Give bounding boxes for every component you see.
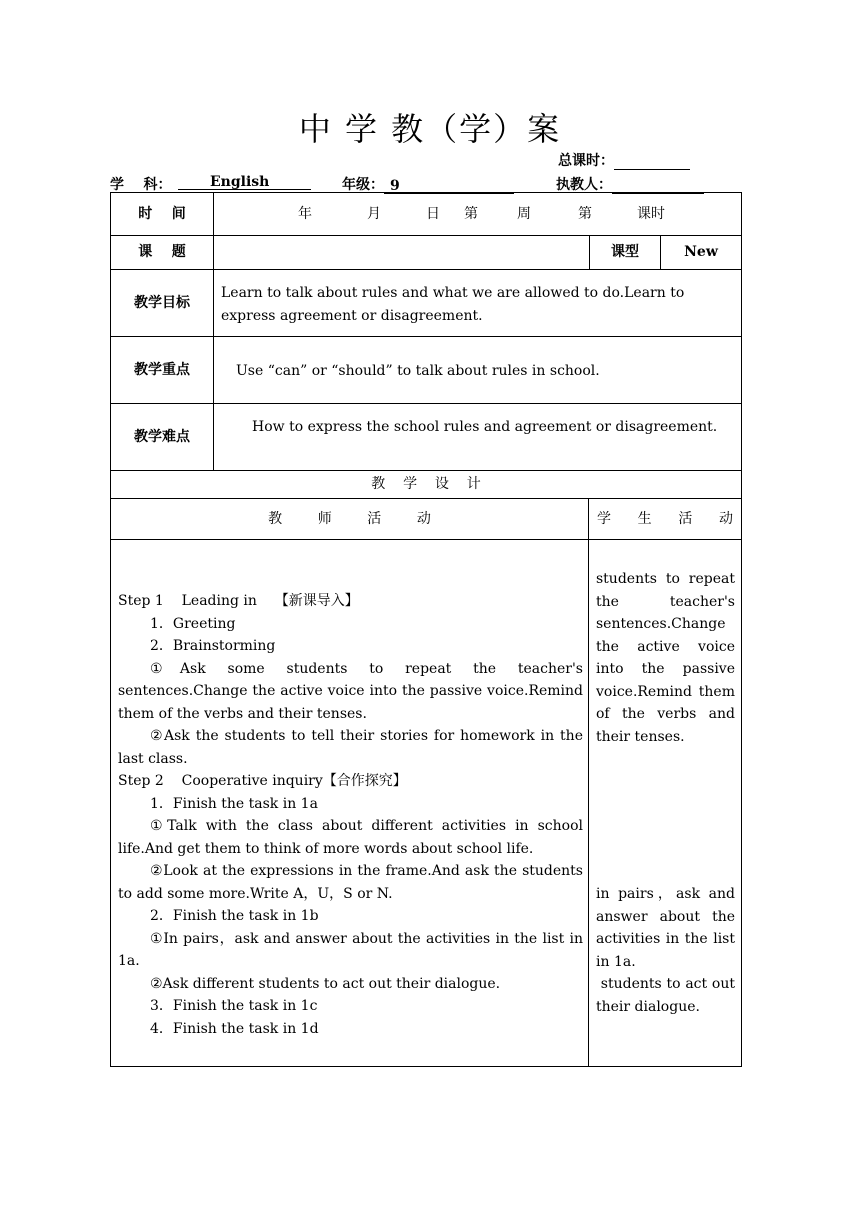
step1-item-2: 2．Brainstorming bbox=[150, 638, 276, 654]
type-label: 课型 bbox=[611, 244, 639, 260]
grade-label: 年级： bbox=[342, 177, 384, 193]
goal-text: Learn to talk about rules and what we are allowed to do.Learn to express agreement or disagreement. bbox=[221, 285, 685, 324]
type-label-cell bbox=[589, 235, 661, 270]
difficulty-label: 教学难点 bbox=[134, 429, 190, 445]
teacher-label: 执教人： bbox=[556, 177, 612, 193]
student-activity-p3: students to act out their dialogue. bbox=[596, 976, 740, 1015]
total-hours-blank bbox=[614, 154, 690, 170]
key-label-cell bbox=[110, 336, 214, 404]
time-period-prefix: 第 bbox=[578, 206, 592, 222]
time-month: 月 bbox=[367, 206, 381, 222]
subject-label: 学 科： bbox=[110, 177, 172, 193]
student-activity-p2: in pairs，ask and answer about the activities in the list in 1a. bbox=[596, 886, 735, 970]
difficulty-label-cell bbox=[110, 403, 214, 471]
time-label: 时 间 bbox=[138, 206, 186, 222]
type-value-cell bbox=[660, 235, 742, 270]
subject-field bbox=[110, 174, 172, 194]
step2-item-1b: ②Look at the expressions in the frame.And ask the students to add some more.Write A，U，S or N. bbox=[118, 863, 583, 902]
time-week-prefix: 第 bbox=[464, 206, 478, 222]
goal-label-cell bbox=[110, 269, 214, 337]
goal-label: 教学目标 bbox=[134, 295, 190, 311]
time-week: 周 bbox=[517, 206, 531, 222]
teacher-field bbox=[556, 174, 704, 194]
grade-value: 9 bbox=[390, 178, 400, 194]
type-value: New bbox=[684, 244, 718, 260]
grade-field bbox=[342, 174, 514, 194]
page-title: 中 学 教（学）案 bbox=[298, 110, 562, 148]
time-value-cell bbox=[213, 192, 742, 236]
total-hours-label: 总课时： bbox=[558, 153, 614, 169]
step1-item-2a: ①Ask some students to repeat the teacher's sentences.Change the active voice into the passive voice.Remind them of the verbs and their tenses. bbox=[118, 660, 583, 722]
teacher-activity-body bbox=[118, 590, 583, 1040]
step1-item-1: 1．Greeting bbox=[150, 615, 236, 632]
step2-heading: Step 2 Cooperative inquiry【合作探究】 bbox=[118, 773, 407, 789]
topic-label-cell bbox=[110, 235, 214, 270]
subject-value: English bbox=[210, 174, 270, 190]
step2-item-4: 4．Finish the task in 1d bbox=[150, 1020, 319, 1037]
time-label-cell bbox=[110, 192, 214, 236]
step1-heading: Step 1 Leading in 【新课导入】 bbox=[118, 593, 359, 609]
time-day: 日 bbox=[426, 206, 440, 222]
teacher-activity-header-cell bbox=[110, 498, 589, 540]
time-year: 年 bbox=[298, 206, 312, 222]
total-hours-field bbox=[558, 150, 690, 170]
step1-item-2b: ②Ask the students to tell their stories for homework in the last class. bbox=[118, 728, 583, 767]
time-period: 课时 bbox=[637, 206, 665, 222]
topic-label: 课 题 bbox=[138, 244, 186, 260]
step2-item-2: 2．Finish the task in 1b bbox=[150, 908, 319, 924]
key-label: 教学重点 bbox=[134, 362, 190, 378]
teacher-activity-cell bbox=[110, 539, 589, 1067]
student-activity-label: 学 生 活 动 bbox=[596, 511, 734, 527]
step2-item-2a: ①In pairs，ask and answer about the activities in the list in 1a. bbox=[118, 930, 583, 969]
teacher-activity-label: 教 师 活 动 bbox=[268, 511, 431, 527]
goal-text-cell bbox=[213, 269, 742, 337]
student-activity-header-cell bbox=[588, 498, 742, 540]
student-activity-p1: students to repeat the teacher's sentences.Change the active voice into the passive voice.Remind them of the verbs and their tenses. bbox=[596, 571, 735, 745]
difficulty-text: How to express the school rules and agreement or disagreement. bbox=[252, 419, 718, 435]
step2-item-3: 3．Finish the task in 1c bbox=[150, 998, 318, 1014]
design-header-cell bbox=[110, 470, 742, 499]
step2-item-1: 1．Finish the task in 1a bbox=[150, 795, 318, 812]
key-text-cell bbox=[213, 336, 742, 404]
design-label: 教 学 设 计 bbox=[371, 476, 481, 492]
step2-item-1a: ①Talk with the class about different activities in school life.And get them to think of more words about school life. bbox=[118, 818, 583, 857]
difficulty-text-cell bbox=[213, 403, 742, 471]
topic-value-cell bbox=[213, 235, 590, 270]
key-text: Use “can” or “should” to talk about rules in school. bbox=[236, 363, 600, 379]
step2-item-2b: ②Ask different students to act out their dialogue. bbox=[150, 975, 501, 992]
subject-value-wrap bbox=[178, 174, 311, 190]
student-activity-cell bbox=[588, 539, 742, 1067]
